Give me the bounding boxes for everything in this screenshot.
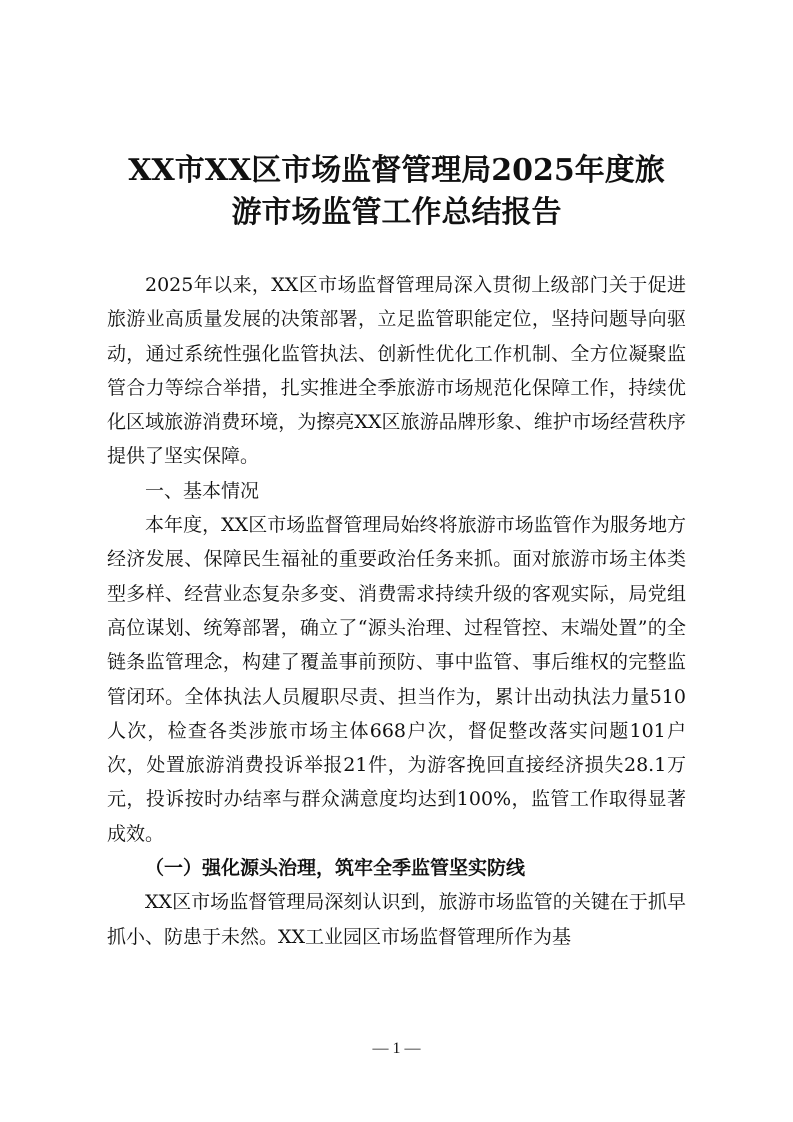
body-paragraph: XX区市场监督管理局深刻认识到，旅游市场监管的关键在于抓早抓小、防患于未然。XX工业园区市场监督管理所作为基 xyxy=(107,891,686,948)
body-paragraph: 本年度，XX区市场监督管理局始终将旅游市场监管作为服务地方经济发展、保障民生福祉的重要政治任务来抓。面对旅游市场主体类型多样、经营业态复杂多变、消费需求持续升级的客观实际，局党组高位谋划、统筹部署，确立了“源头治理、过程管控、末端处置”的全链条监管理念，构建了覆盖事前预防、事中监管、事后维权的完整监管闭环。全体执法人员履职尽责、担当作为，累计出动执法力量510人次，检查各类涉旅市场主体668户次，督促整改落实问题101户次，处置旅游消费投诉举报21件，为游客挽回直接经济损失28.1万元，投诉按时办结率与群众满意度均达到100%，监管工作取得显著成效。 xyxy=(107,514,686,845)
document-title xyxy=(90,150,703,234)
intro-paragraph: 2025年以来，XX区市场监督管理局深入贯彻上级部门关于促进旅游业高质量发展的决策部署，立足监管职能定位，坚持问题导向驱动，通过系统性强化监管执法、创新性优化工作机制、全方位凝聚监管合力等综合举措，扎实推进全季旅游市场规范化保障工作，持续优化区域旅游消费环境，为擦亮XX区旅游品牌形象、维护市场经营秩序提供了坚实保障。 xyxy=(107,274,686,468)
title-line-2: 游市场监管工作总结报告 xyxy=(231,195,562,230)
subsection-heading: （一）强化源头治理，筑牢全季监管坚实防线 xyxy=(145,857,526,880)
section-heading: 一、基本情况 xyxy=(145,479,260,502)
title-line-1: XX市XX区市场监督管理局2025年度旅 xyxy=(128,153,665,188)
page-number: — 1 — xyxy=(372,1040,421,1057)
document-body xyxy=(107,268,686,954)
